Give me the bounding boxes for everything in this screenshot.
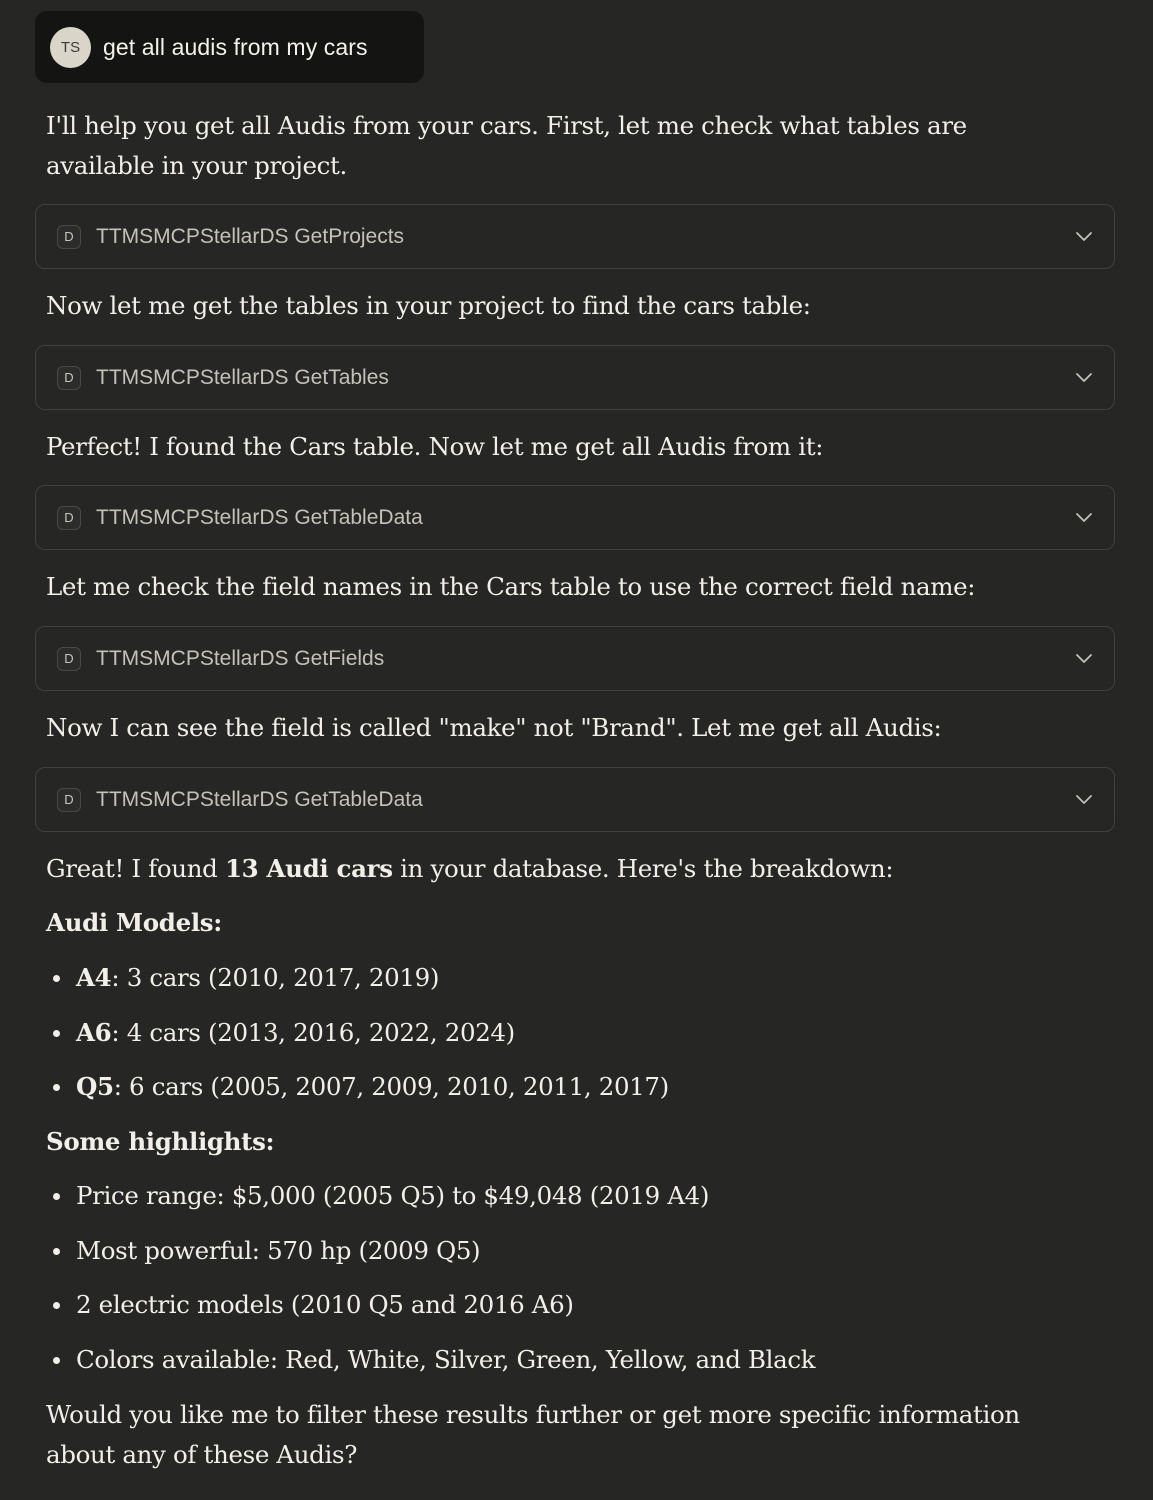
result-suffix: in your database. Here's the breakdown:	[392, 854, 894, 883]
tool-call-get-table-data[interactable]	[35, 485, 1115, 550]
tool-call-get-fields[interactable]	[35, 626, 1115, 691]
user-message	[35, 11, 424, 83]
tool-badge: D	[57, 225, 81, 249]
tool-name: TTMSMCPStellarDS GetFields	[96, 646, 385, 670]
tool-badge: D	[57, 788, 81, 812]
chevron-down-icon	[1074, 510, 1094, 526]
model-name: Q5	[76, 1072, 114, 1101]
models-heading: Audi Models:	[46, 908, 222, 937]
model-detail: : 4 cars (2013, 2016, 2022, 2024)	[111, 1017, 515, 1047]
tool-badge: D	[57, 506, 81, 530]
model-detail: : 6 cars (2005, 2007, 2009, 2010, 2011, 2017)	[113, 1072, 669, 1101]
highlights-heading: Some highlights:	[46, 1127, 275, 1156]
list-item	[46, 1176, 815, 1216]
assistant-step-text: Now let me get the tables in your project to find the cars table:	[46, 291, 811, 320]
highlight-text: Most powerful: 570 hp (2009 Q5)	[76, 1235, 481, 1265]
tool-badge: D	[57, 647, 81, 671]
tool-name: TTMSMCPStellarDS GetTableData	[96, 505, 423, 529]
result-prefix: Great! I found	[46, 854, 225, 883]
tool-call-get-table-data[interactable]	[35, 767, 1115, 832]
assistant-step-text: Now I can see the field is called "make" not "Brand". Let me get all Audis:	[46, 713, 942, 742]
tool-name: TTMSMCPStellarDS GetTables	[96, 365, 389, 389]
list-item	[46, 1067, 669, 1107]
result-count: 13 Audi cars	[224, 854, 393, 883]
assistant-step-text: Let me check the field names in the Cars table to use the correct field name:	[46, 572, 976, 601]
chevron-down-icon	[1074, 792, 1094, 808]
tool-call-get-tables[interactable]	[35, 345, 1115, 410]
chevron-down-icon	[1074, 651, 1094, 667]
list-item	[46, 958, 669, 998]
models-list	[46, 958, 669, 1107]
assistant-step-text: Perfect! I found the Cars table. Now let me get all Audis from it:	[46, 432, 824, 461]
list-item	[46, 1285, 815, 1325]
highlight-text: 2 electric models (2010 Q5 and 2016 A6)	[76, 1290, 574, 1319]
closing-question: Would you like me to filter these results further or get more specific information about any of these Audis?	[46, 1400, 1020, 1469]
result-summary	[46, 849, 1066, 889]
list-item	[46, 1013, 669, 1053]
model-name: A6	[76, 1017, 112, 1047]
list-item	[46, 1231, 815, 1271]
tool-call-get-projects[interactable]	[35, 204, 1115, 269]
tool-name: TTMSMCPStellarDS GetProjects	[96, 224, 405, 248]
highlights-list	[46, 1176, 815, 1380]
model-name: A4	[76, 963, 112, 992]
list-item	[46, 1340, 815, 1380]
assistant-intro: I'll help you get all Audis from your cars. First, let me check what tables are available in your project.	[46, 111, 967, 180]
chevron-down-icon	[1074, 229, 1094, 245]
tool-name: TTMSMCPStellarDS GetTableData	[96, 787, 423, 811]
highlight-text: Colors available: Red, White, Silver, Green, Yellow, and Black	[76, 1344, 816, 1374]
highlight-text: Price range: $5,000 (2005 Q5) to $49,048 (2019 A4)	[76, 1181, 710, 1210]
tool-badge: D	[57, 366, 81, 390]
avatar: TS	[50, 27, 91, 68]
chevron-down-icon	[1074, 370, 1094, 386]
model-detail: : 3 cars (2010, 2017, 2019)	[111, 963, 440, 992]
user-message-text: get all audis from my cars	[103, 33, 368, 60]
